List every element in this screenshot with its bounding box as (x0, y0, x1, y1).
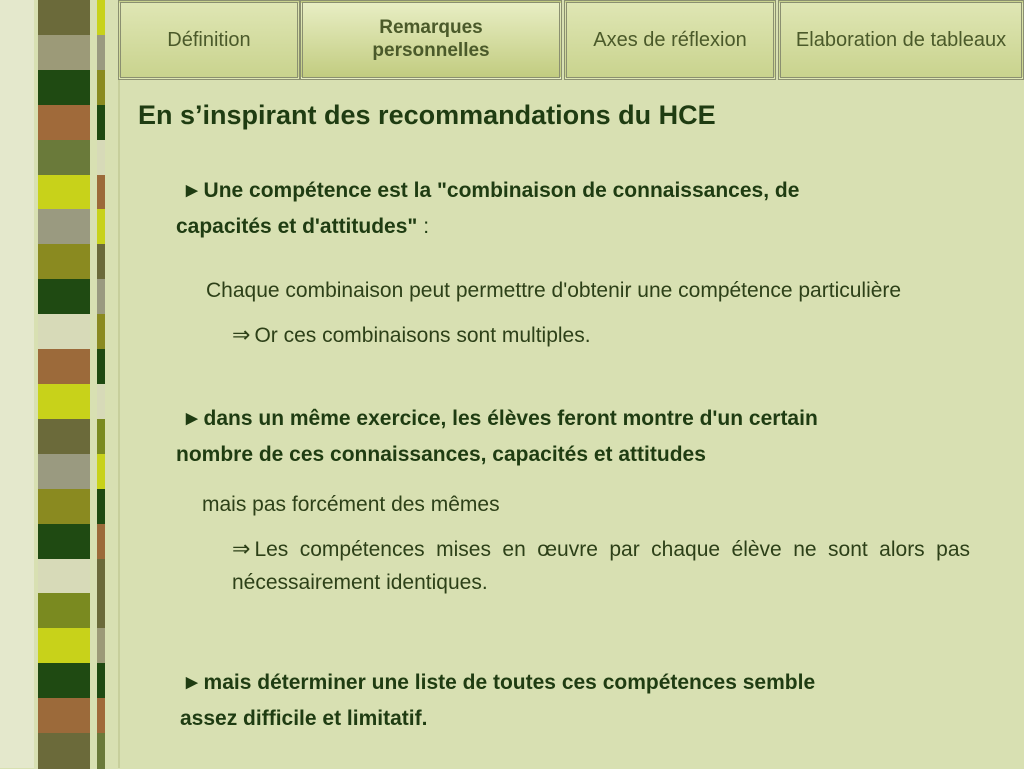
stripe-segment (38, 70, 90, 106)
stripe-segment (97, 663, 105, 699)
stripe-segment (38, 244, 90, 280)
stripe-segment (97, 349, 105, 385)
stripe-segment (97, 70, 105, 106)
tab-definition-label: Définition (167, 29, 251, 51)
stripe-segment (38, 628, 90, 664)
stripe-segment (97, 384, 105, 420)
stripe-segment (38, 419, 90, 455)
stripe-segment (97, 419, 105, 455)
stripe-segment (97, 628, 105, 664)
tab-remarques-label-line1: Remarques (379, 17, 483, 39)
stripe-segment (38, 140, 90, 176)
stripe-segment (97, 105, 105, 141)
stripe-segment (38, 105, 90, 141)
decorative-stripe-band (0, 0, 118, 768)
stripe-segment (38, 489, 90, 525)
stripe-segment (97, 733, 105, 769)
stripe-segment (97, 559, 105, 595)
stripe-segment (38, 663, 90, 699)
tab-elaboration-label: Elaboration de tableaux (795, 29, 1007, 51)
implies-arrow-icon: ⇒ (232, 536, 251, 561)
bullet-competence-definition (176, 174, 946, 244)
note-pas-forcement: mais pas forcément des mêmes (202, 493, 500, 516)
stripe-segment (97, 140, 105, 176)
tab-axes-label: Axes de réflexion (593, 29, 747, 51)
stripe-segment (97, 0, 105, 36)
band-edge (0, 0, 34, 768)
stripe-segment (38, 349, 90, 385)
stripe-segment (97, 593, 105, 629)
stripe-segment (97, 698, 105, 734)
tab-axes-de-reflexion[interactable] (564, 0, 776, 80)
bullet3-line2: assez difficile et limitatif. (180, 707, 428, 730)
implication2-text: Les compétences mises en œuvre par chaque élève ne sont alors pas nécessairement identiques. (232, 538, 970, 594)
bullet1-suffix: : (417, 215, 430, 238)
stripe-segment (38, 559, 90, 595)
note-combinaison: Chaque combinaison peut permettre d'obtenir une compétence particulière (206, 279, 902, 302)
stripe-segment (38, 314, 90, 350)
stripe-segment (38, 454, 90, 490)
page-title: En s’inspirant des recommandations du HCE (138, 100, 716, 130)
bullet1-line1: Une compétence est la "combinaison de connaissances, de (203, 179, 800, 202)
stripe-segment (97, 35, 105, 71)
tab-remarques-personnelles[interactable] (300, 0, 562, 80)
bullet3-line1: mais déterminer une liste de toutes ces compétences semble (203, 671, 816, 694)
bullet-arrow-icon: ▶ (186, 410, 198, 427)
stripe-segment (38, 698, 90, 734)
tab-remarques-label-line2: personnelles (372, 40, 490, 61)
stripe-segment (38, 209, 90, 245)
stripe-segment (38, 384, 90, 420)
stripe-segment (38, 35, 90, 71)
stripe-segment (97, 175, 105, 211)
stripe-segment (97, 489, 105, 525)
tab-elaboration-de-tableaux[interactable] (778, 0, 1024, 80)
tab-definition[interactable] (118, 0, 300, 80)
bullet-meme-exercice (176, 402, 966, 472)
stripe-column (38, 0, 90, 768)
bullet1-line2: capacités et d'attitudes" (176, 215, 418, 238)
bullet2-line1: dans un même exercice, les élèves feront montre d'un certain (203, 407, 818, 430)
implication-multiples (232, 318, 932, 352)
implication-identiques (232, 532, 970, 599)
stripe-segment (38, 593, 90, 629)
stripe-segment (38, 524, 90, 560)
band-divider (118, 0, 120, 768)
stripe-segment (97, 279, 105, 315)
stripe-segment (97, 314, 105, 350)
stripe-segment (38, 175, 90, 211)
bullet-liste-competences (180, 666, 966, 736)
stripe-column-thin (97, 0, 105, 768)
bullet-arrow-icon: ▶ (186, 182, 198, 199)
bullet2-line2: nombre de ces connaissances, capacités et attitudes (176, 443, 706, 466)
stripe-segment (38, 0, 90, 36)
stripe-segment (97, 454, 105, 490)
implication1-text: Or ces combinaisons sont multiples. (254, 324, 591, 347)
stripe-segment (97, 524, 105, 560)
stripe-segment (97, 209, 105, 245)
stripe-segment (97, 244, 105, 280)
nav-tabs (118, 0, 1024, 82)
implies-arrow-icon: ⇒ (232, 322, 251, 347)
stripe-segment (38, 733, 90, 769)
bullet-arrow-icon: ▶ (186, 674, 198, 691)
stripe-segment (38, 279, 90, 315)
